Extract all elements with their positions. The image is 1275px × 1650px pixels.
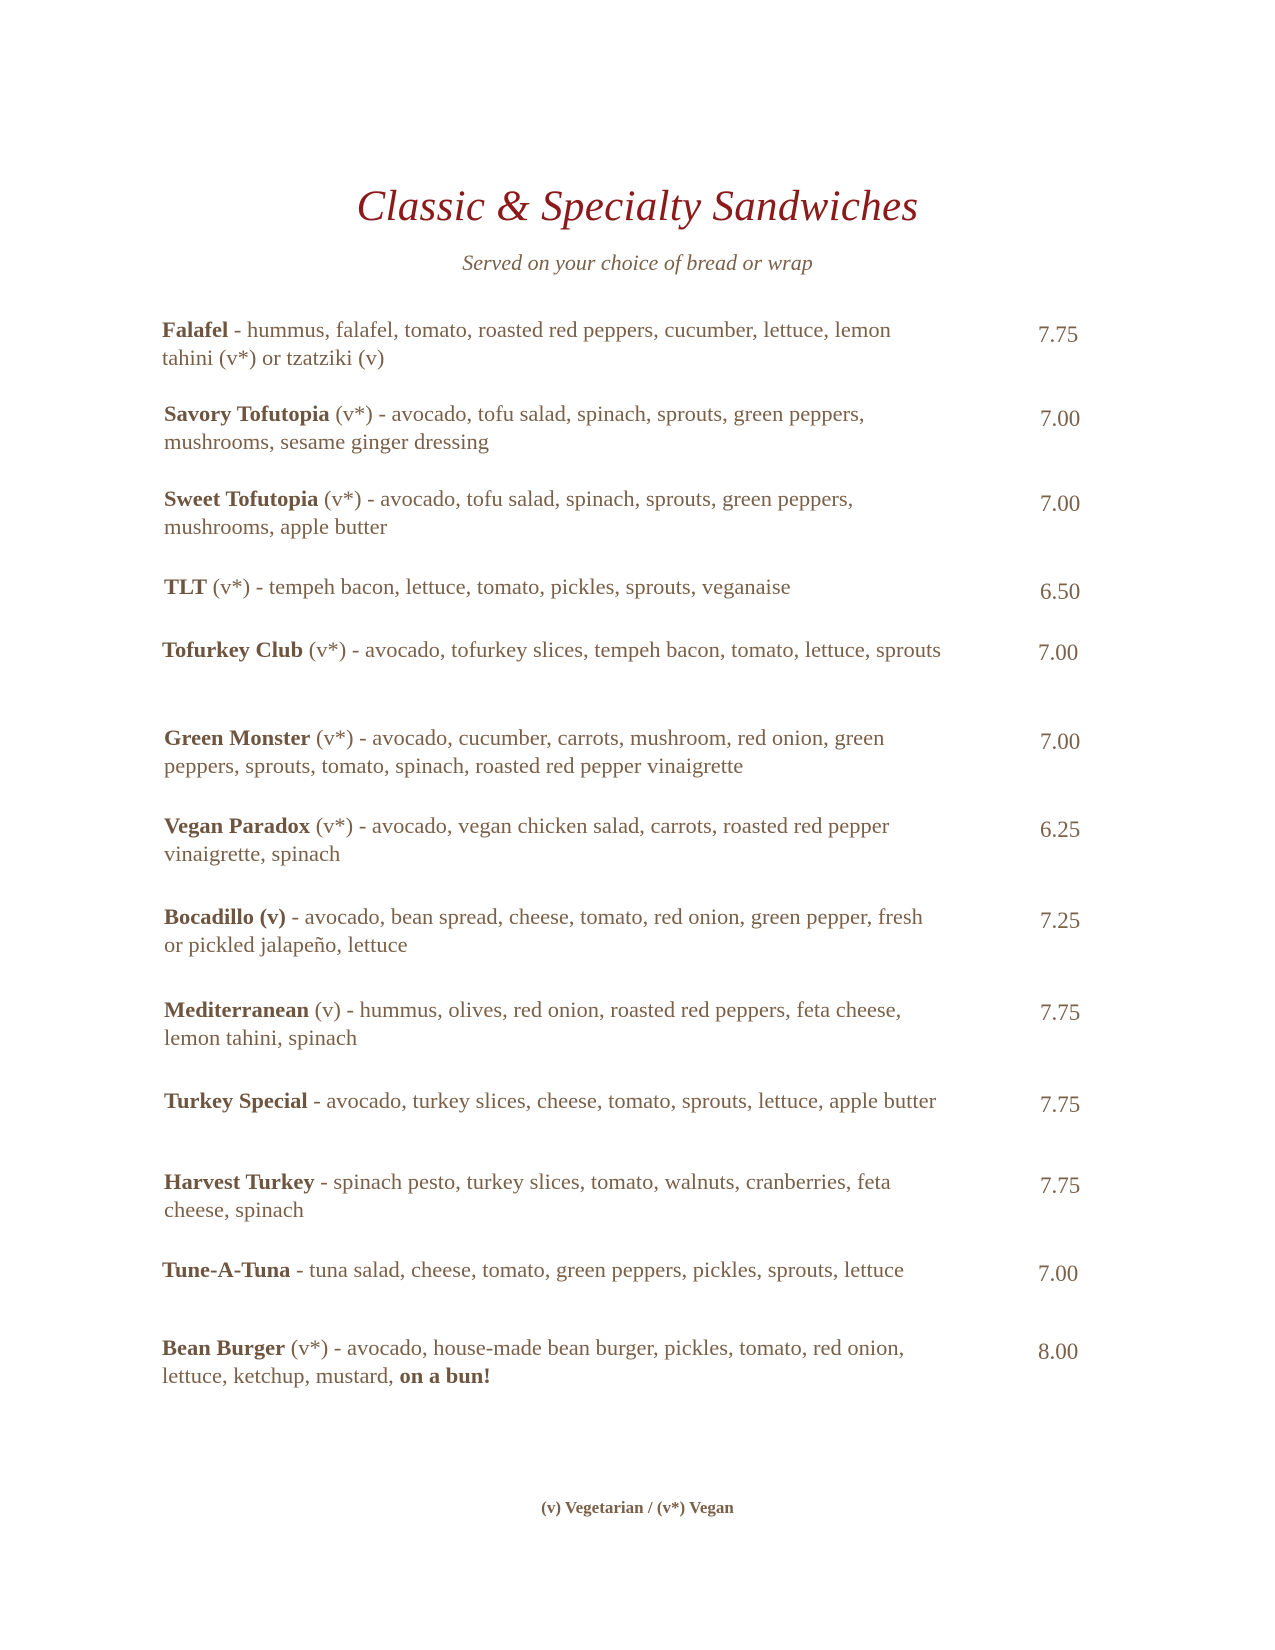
item-name: Turkey Special — [164, 1088, 308, 1113]
item-price: 7.75 — [1038, 322, 1079, 347]
item-emphasis: on a bun! — [399, 1363, 491, 1388]
item-price: 7.75 — [1040, 1000, 1081, 1025]
item-description: - avocado, cucumber, carrots, mushroom, red onion, green peppers, sprouts, tomato, spinach, roasted red pepper vinaigrette — [164, 725, 885, 778]
item-price: 7.25 — [1040, 908, 1081, 933]
item-name: Mediterranean — [164, 997, 309, 1022]
item-tag: (v*) — [285, 1335, 329, 1360]
item-name: Green Monster — [164, 725, 311, 750]
item-description: - avocado, tofu salad, spinach, sprouts, green peppers, mushrooms, sesame ginger dressing — [164, 401, 865, 454]
item-name: Vegan Paradox — [164, 813, 311, 838]
item-description: - tempeh bacon, lettuce, tomato, pickles, sprouts, veganaise — [250, 574, 791, 599]
item-tag: (v*) — [303, 637, 347, 662]
item-name: Bocadillo (v) — [164, 904, 286, 929]
item-name: Falafel — [162, 317, 229, 342]
item-price: 7.75 — [1040, 1092, 1081, 1117]
item-name: TLT — [164, 574, 207, 599]
item-price: 8.00 — [1038, 1339, 1079, 1364]
item-name: Tune-A-Tuna — [162, 1257, 291, 1282]
item-name: Bean Burger — [162, 1335, 286, 1360]
item-tag: (v*) — [329, 401, 373, 426]
item-name: Tofurkey Club — [162, 637, 304, 662]
item-tag: (v*) — [318, 486, 362, 511]
item-name: Savory Tofutopia — [164, 401, 330, 426]
item-description: - tuna salad, cheese, tomato, green peppers, pickles, sprouts, lettuce — [290, 1257, 904, 1282]
item-tag: (v) — [308, 997, 341, 1022]
item-tag: (v*) — [206, 574, 251, 599]
item-price: 6.25 — [1040, 817, 1081, 842]
item-description: - avocado, house-made bean burger, pickles, tomato, red onion, lettuce, ketchup, mustard, — [162, 1335, 905, 1388]
diet-legend: (v) Vegetarian / (v*) Vegan — [541, 1498, 734, 1517]
item-price: 7.00 — [1038, 640, 1079, 665]
item-price: 7.00 — [1040, 729, 1081, 754]
item-description: - avocado, tofurkey slices, tempeh bacon, tomato, lettuce, sprouts — [346, 637, 942, 662]
item-description: - avocado, tofu salad, spinach, sprouts, green peppers, mushrooms, apple butter — [164, 486, 854, 539]
item-price: 6.50 — [1040, 579, 1081, 604]
item-description: - avocado, bean spread, cheese, tomato, red onion, green pepper, fresh or pickled jalapeño, lettuce — [164, 904, 923, 957]
item-description: - spinach pesto, turkey slices, tomato, walnuts, cranberries, feta cheese, spinach — [164, 1169, 891, 1222]
item-description: - hummus, falafel, tomato, roasted red peppers, cucumber, lettuce, lemon tahini (v*) or tzatziki (v) — [162, 317, 891, 370]
item-description: - avocado, turkey slices, cheese, tomato, sprouts, lettuce, apple butter — [307, 1088, 937, 1113]
item-description: - hummus, olives, red onion, roasted red peppers, feta cheese, lemon tahini, spinach — [164, 997, 902, 1050]
item-price: 7.00 — [1040, 406, 1081, 431]
item-name: Sweet Tofutopia — [164, 486, 319, 511]
item-name: Harvest Turkey — [164, 1169, 315, 1194]
item-description: - avocado, vegan chicken salad, carrots, roasted red pepper vinaigrette, spinach — [164, 813, 890, 866]
item-price: 7.00 — [1040, 491, 1081, 516]
item-price: 7.75 — [1040, 1173, 1081, 1198]
item-tag: (v*) — [310, 813, 354, 838]
page-title: Classic & Specialty Sandwiches — [356, 183, 919, 230]
page-subtitle: Served on your choice of bread or wrap — [462, 250, 813, 275]
item-price: 7.00 — [1038, 1261, 1079, 1286]
item-tag: (v*) — [310, 725, 354, 750]
